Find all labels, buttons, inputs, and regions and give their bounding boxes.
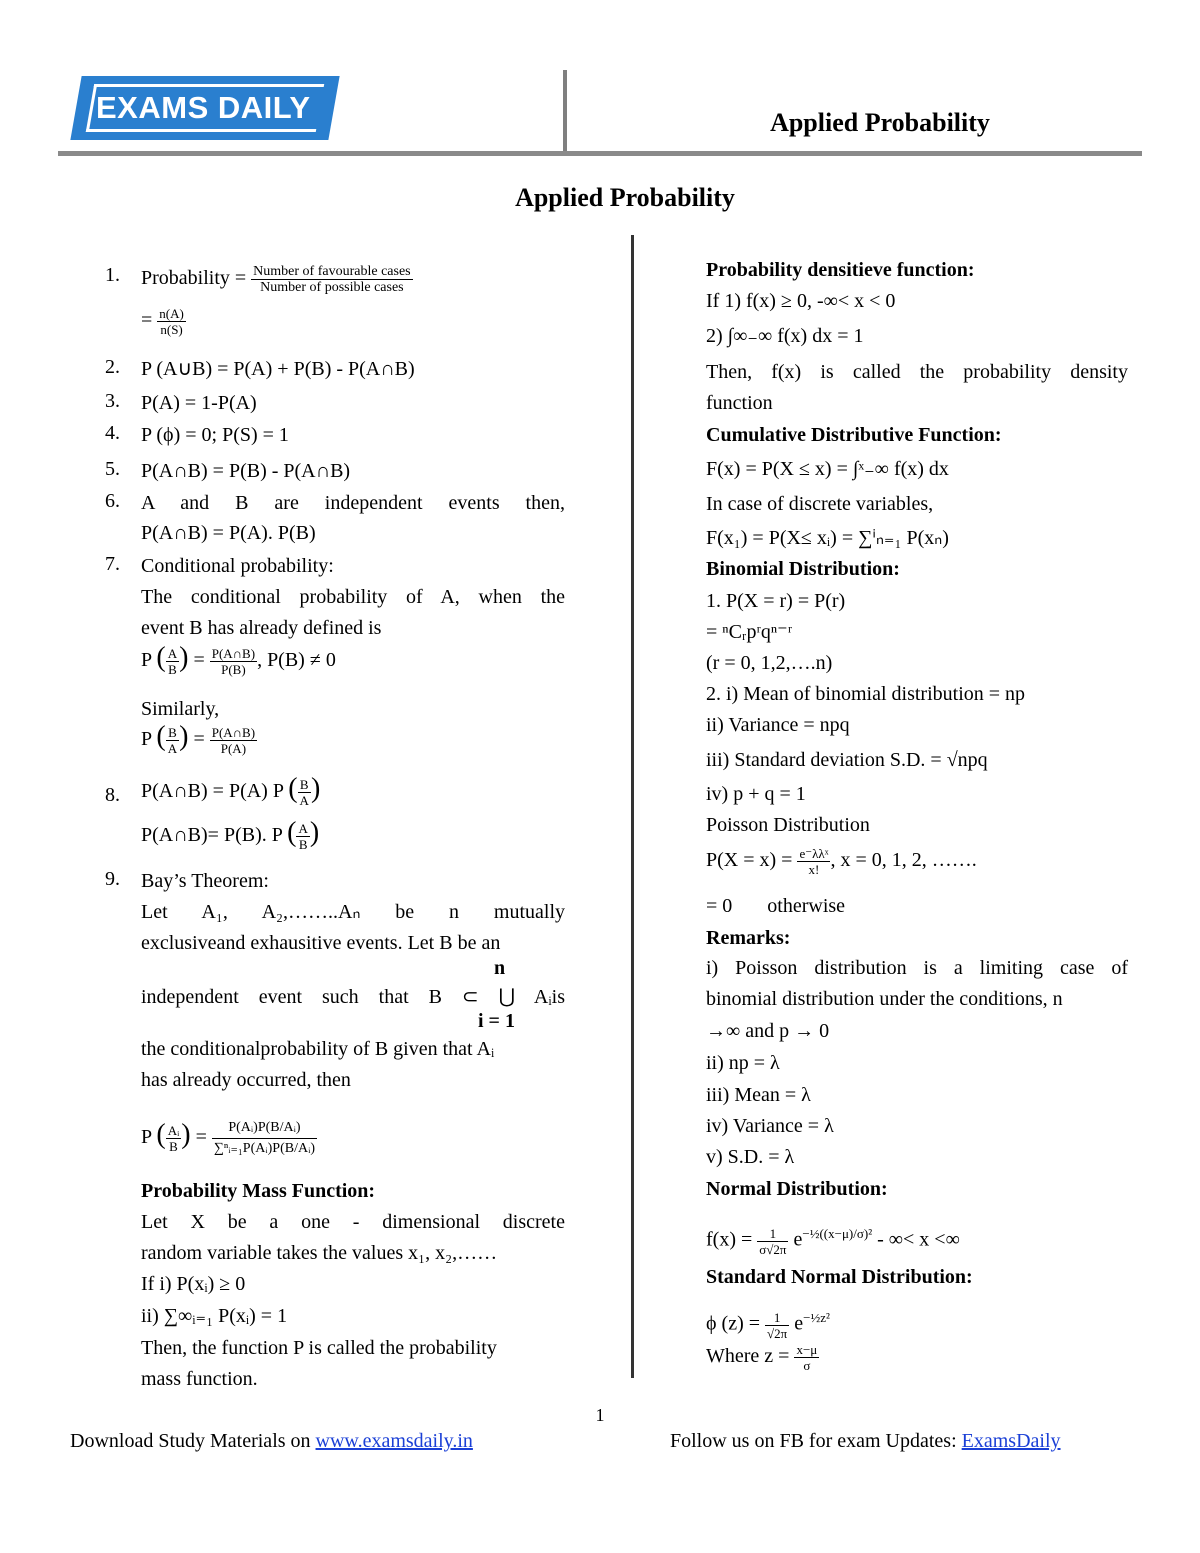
text-poisson: = 0 otherwise bbox=[706, 895, 846, 917]
formula-multiplication-1: P(A∩B) = P(A) P ( $\frac{B}{A}$ ) bbox=[141, 773, 321, 808]
footer-right bbox=[670, 1430, 1061, 1453]
fraction-numerator: Aᵢ bbox=[167, 1122, 180, 1138]
formula-text: P(A∩B) = P(A) P bbox=[141, 780, 284, 802]
text-remark: i) Poisson distribution is a limiting case of bbox=[706, 957, 1128, 979]
fraction-numerator: P(A∩B) bbox=[211, 724, 256, 740]
heading-pdf: Probability densitieve function: bbox=[706, 259, 975, 281]
formula-conditional-a-b: P ( $\frac{A}{B}$ ) = $\frac{P(A\cap B)}{P(B)}$ , P(B) ≠ 0 bbox=[141, 642, 336, 677]
formula-text: e bbox=[793, 1228, 803, 1251]
list-number: 4. bbox=[105, 422, 120, 444]
fraction bbox=[797, 846, 830, 877]
list-number: 6. bbox=[105, 490, 120, 512]
fraction bbox=[765, 1310, 789, 1341]
text-pdf: function bbox=[706, 392, 773, 414]
formula-text: f(x) = bbox=[706, 1228, 753, 1251]
formula-text: P bbox=[141, 1126, 152, 1148]
formula-z-score bbox=[706, 1342, 819, 1386]
heading-cdf: Cumulative Distributive Function: bbox=[706, 424, 1002, 446]
fraction-denominator: B bbox=[298, 836, 308, 852]
website-link[interactable]: www.examsdaily.in bbox=[315, 1430, 473, 1452]
exponent: −½z² bbox=[803, 1310, 830, 1325]
text-pdf: If 1) f(x) ≥ 0, -∞< x < 0 bbox=[706, 290, 896, 312]
fraction-numerator: 1 bbox=[757, 1226, 788, 1242]
fraction-denominator: n(S) bbox=[160, 322, 183, 337]
formula-empty-set: P (ϕ) = 0; P(S) = 1 bbox=[141, 424, 289, 446]
text-independent: A and B are independent events then, bbox=[141, 492, 565, 514]
fraction-numerator: Number of favourable cases bbox=[253, 264, 411, 279]
formula-intersection: P(A∩B) = P(B) - P(A∩B) bbox=[141, 460, 351, 482]
formula-independent: P(A∩B) = P(A). P(B) bbox=[141, 522, 316, 544]
formula-text: Where z = bbox=[706, 1345, 790, 1368]
text-similarly: Similarly, bbox=[141, 698, 220, 720]
footer-text: Download Study Materials on bbox=[70, 1430, 316, 1452]
text-cdf: In case of discrete variables, bbox=[706, 493, 934, 515]
formula-text: ϕ (z) = bbox=[706, 1312, 761, 1335]
fraction-denominator: σ√2π bbox=[759, 1241, 787, 1257]
fraction bbox=[757, 1226, 788, 1257]
heading-poisson: Poisson Distribution bbox=[706, 814, 870, 836]
page-title: Applied Probability bbox=[515, 183, 735, 212]
text-conditional: The conditional probability of A, when the bbox=[141, 586, 565, 608]
text-pdf: 2) ∫∞₋∞ f(x) dx = 1 bbox=[706, 325, 864, 347]
fraction-numerator: 1 bbox=[765, 1310, 789, 1326]
exponent: −½((x−μ)/σ)² bbox=[802, 1226, 873, 1241]
formula-union: P (A∪B) = P(A) + P(B) - P(A∩B) bbox=[141, 358, 415, 380]
list-number: 7. bbox=[105, 553, 120, 575]
text-conditional-heading: Conditional probability: bbox=[141, 555, 334, 577]
fraction-denominator: x! bbox=[808, 862, 820, 877]
text-binomial: 2. i) Mean of binomial distribution = np bbox=[706, 683, 1026, 705]
text-remark: iv) Variance = λ bbox=[706, 1115, 834, 1137]
text-pmf: If i) P(xᵢ) ≥ 0 bbox=[141, 1273, 246, 1295]
text-binomial: iii) Standard deviation S.D. = √npq bbox=[706, 749, 988, 771]
fraction-numerator: P(Aᵢ)P(B/Aᵢ) bbox=[212, 1118, 317, 1139]
list-number: 5. bbox=[105, 458, 120, 480]
fraction-denominator: P(B) bbox=[221, 661, 246, 677]
text-bayes-heading: Bay’s Theorem: bbox=[141, 870, 269, 892]
formula-text: = bbox=[141, 309, 153, 332]
fraction-numerator: P(A∩B) bbox=[211, 645, 256, 661]
text-binomial: iv) p + q = 1 bbox=[706, 783, 806, 805]
formula-bayes: P ( $\frac{\text{Aᵢ}}{B}$ ) = $\frac{\text{P(Aᵢ)P(B/Aᵢ)}}{\text{∑ⁿᵢ₌₁P(Aᵢ)P(B/Aᵢ)}}$ bbox=[141, 1100, 317, 1170]
text-cdf: F(x₁) = P(X≤ xᵢ) = ∑ⁱₙ₌₁ P(xₙ) bbox=[706, 527, 949, 549]
text-pdf: Then, f(x) is called the probability density bbox=[706, 361, 1128, 383]
text-pmf: ii) ∑∞ᵢ₌₁ P(xᵢ) = 1 bbox=[141, 1305, 288, 1327]
formula-normal bbox=[706, 1210, 960, 1258]
formula-conditional-b-a: P ( $\frac{B}{A}$ ) = $\frac{P(A\cap B)}{P(A)}$ bbox=[141, 721, 256, 756]
heading-remarks: Remarks: bbox=[706, 927, 791, 949]
text-pmf: random variable takes the values x₁, x₂,…… bbox=[141, 1242, 498, 1264]
text-remark: binomial distribution under the conditions, n bbox=[706, 988, 1063, 1010]
page-number: 1 bbox=[595, 1405, 605, 1425]
text-bayes: Let A₁, A₂,……..Aₙ be n mutually bbox=[141, 901, 565, 923]
fraction-denominator: Number of possible cases bbox=[260, 280, 404, 295]
text-remark: ii) np = λ bbox=[706, 1052, 780, 1074]
formula-text: e bbox=[794, 1312, 804, 1335]
footer-text: Follow us on FB for exam Updates: bbox=[670, 1430, 962, 1452]
text-binomial: (r = 0, 1,2,….n) bbox=[706, 652, 833, 674]
logo: EXAMS DAILY bbox=[96, 90, 311, 125]
formula-standard-normal bbox=[706, 1294, 830, 1342]
text-bayes: exclusiveand exhausitive events. Let B be an bbox=[141, 932, 501, 954]
list-number: 2. bbox=[105, 356, 120, 378]
heading-normal: Normal Distribution: bbox=[706, 1178, 888, 1200]
text-binomial: ii) Variance = npq bbox=[706, 714, 850, 736]
formula-text: Probability = bbox=[141, 267, 247, 290]
formula-text: P bbox=[141, 649, 152, 671]
formula-complement: P(A) = 1-P(A) bbox=[141, 392, 257, 414]
fraction-denominator: √2π bbox=[767, 1325, 788, 1341]
list-number: 8. bbox=[105, 784, 120, 806]
text-cdf: F(x) = P(X ≤ x) = ∫ˣ₋∞ f(x) dx bbox=[706, 458, 949, 480]
fraction-denominator: ∑ⁿᵢ₌₁P(Aᵢ)P(B/Aᵢ) bbox=[213, 1140, 316, 1156]
fraction-numerator: e⁻λλˣ bbox=[799, 846, 829, 861]
footer-left bbox=[70, 1430, 473, 1453]
list-number: 3. bbox=[105, 390, 120, 412]
header-title: Applied Probability bbox=[770, 108, 990, 137]
facebook-link[interactable]: ExamsDaily bbox=[961, 1430, 1061, 1452]
fraction bbox=[794, 1342, 819, 1373]
text-pmf: Let X be a one - dimensional discrete bbox=[141, 1211, 565, 1233]
formula-text: P(X = x) = bbox=[706, 849, 793, 872]
list-number: 1. bbox=[105, 264, 120, 286]
heading-standard-normal: Standard Normal Distribution: bbox=[706, 1266, 973, 1288]
fraction-numerator: B bbox=[298, 777, 311, 793]
formula-multiplication-2: P(A∩B)= P(B). P ( $\frac{A}{B}$ ) bbox=[141, 817, 320, 852]
formula-text: P bbox=[141, 728, 152, 750]
heading-binomial: Binomial Distribution: bbox=[706, 558, 900, 580]
list-number: 9. bbox=[105, 868, 120, 890]
text-bayes: the conditionalprobability of B given that Aᵢ bbox=[141, 1038, 495, 1060]
fraction-denominator: σ bbox=[803, 1358, 811, 1373]
text-bayes: independent event such that B ⊂ ⋃ Aᵢis bbox=[141, 986, 565, 1008]
text-binomial: 1. P(X = r) = P(r) bbox=[706, 590, 846, 612]
text-conditional: event B has already defined is bbox=[141, 617, 382, 639]
fraction-numerator: n(A) bbox=[159, 306, 184, 321]
fraction-numerator: A bbox=[167, 645, 178, 661]
formula-text: P(A∩B)= P(B). P bbox=[141, 824, 283, 846]
fraction-denominator: A bbox=[299, 792, 309, 808]
text-binomial: = ⁿCᵣpʳqⁿ⁻ʳ bbox=[706, 621, 793, 643]
union-upper-limit: n bbox=[494, 957, 506, 979]
text-bayes: has already occurred, then bbox=[141, 1069, 351, 1091]
formula-poisson bbox=[706, 846, 977, 890]
text-remark: v) S.D. = λ bbox=[706, 1146, 795, 1168]
formula-text: - ∞< x <∞ bbox=[877, 1228, 960, 1251]
text-remark: →∞ and p → 0 bbox=[706, 1020, 830, 1042]
text-pmf: Then, the function P is called the probability bbox=[141, 1337, 497, 1359]
fraction-numerator: B bbox=[166, 725, 179, 741]
fraction-numerator: A bbox=[298, 820, 308, 836]
union-lower-limit: i = 1 bbox=[478, 1010, 515, 1032]
formula-text: , x = 0, 1, 2, ……. bbox=[830, 849, 977, 872]
formula-text: , P(B) ≠ 0 bbox=[257, 649, 336, 671]
text-remark: iii) Mean = λ bbox=[706, 1084, 811, 1106]
fraction-denominator: B bbox=[168, 661, 177, 677]
fraction-denominator: P(A) bbox=[220, 740, 247, 756]
fraction-denominator: A bbox=[167, 740, 178, 756]
fraction-denominator: B bbox=[169, 1138, 178, 1154]
heading-pmf: Probability Mass Function: bbox=[141, 1180, 376, 1202]
text-pmf: mass function. bbox=[141, 1368, 258, 1390]
fraction-numerator: x−μ bbox=[796, 1342, 818, 1357]
